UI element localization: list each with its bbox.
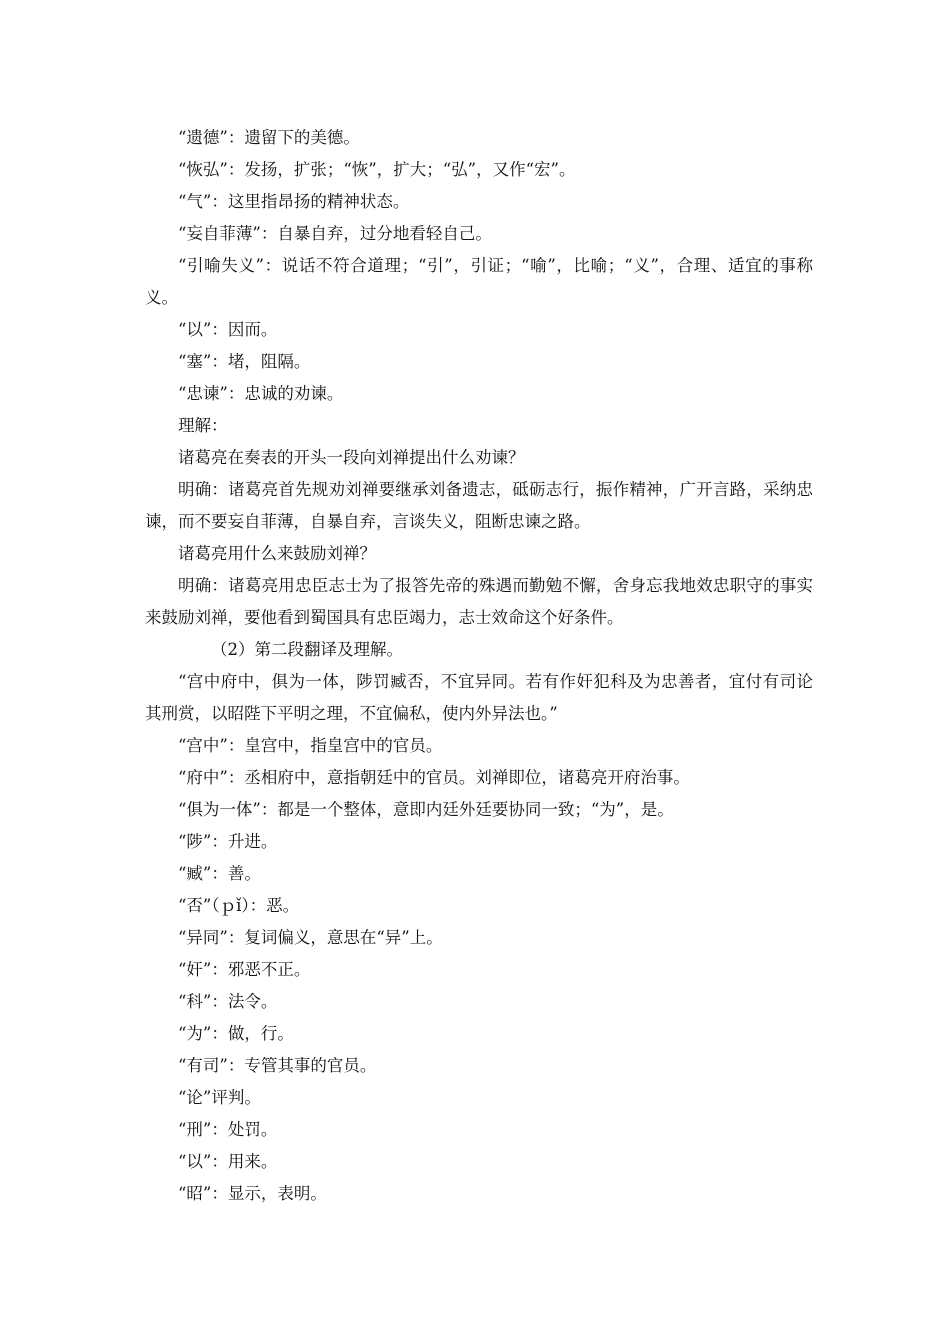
paragraph: “异同”：复词偏义，意思在“异”上。 [178,928,443,947]
quoted-passage: “宫中府中，俱为一体，陟罚臧否，不宜异同。若有作奸犯科及为忠善者，宜付有司论其刑赏，以昭陛下平明之理，不宜偏私，使内外异法也。” [145,672,813,723]
paragraph: “昭”：显示，表明。 [178,1184,327,1203]
paragraph: “论”评判。 [178,1088,261,1107]
section-heading: （2）第二段翻译及理解。 [211,640,403,659]
paragraph: “塞”：堵，阻隔。 [178,352,311,371]
paragraph: “臧”：善。 [178,864,261,883]
paragraph: “以”：用来。 [178,1152,278,1171]
paragraph: “为”：做，行。 [178,1024,294,1043]
answer: 明确：诸葛亮首先规劝刘禅要继承刘备遗志，砥砺志行，振作精神，广开言路，采纳忠谏，而不要妄自菲薄，自暴自弃，言谈失义，阻断忠谏之路。 [145,480,813,531]
paragraph: “否”（ｐǐ）：恶。 [178,896,300,915]
paragraph: “恢弘”：发扬，扩张；“恢”，扩大；“弘”，又作“宏”。 [178,160,576,179]
paragraph: “宫中”：皇宫中，指皇宫中的官员。 [178,736,443,755]
paragraph: “忠谏”：忠诚的劝谏。 [178,384,344,403]
paragraph: “以”：因而。 [178,320,278,339]
section-heading: 理解： [178,416,228,435]
question: 诸葛亮在奏表的开头一段向刘禅提出什么劝谏？ [178,448,525,467]
paragraph: “气”：这里指昂扬的精神状态。 [178,192,410,211]
paragraph: “遗德”：遗留下的美德。 [178,128,360,147]
paragraph: “奸”：邪恶不正。 [178,960,311,979]
paragraph: “陟”：升进。 [178,832,278,851]
paragraph: “妄自菲薄”：自暴自弃，过分地看轻自己。 [178,224,492,243]
paragraph: “府中”：丞相府中，意指朝廷中的官员。刘禅即位，诸葛亮开府治事。 [178,768,690,787]
paragraph: “刑”：处罚。 [178,1120,278,1139]
question: 诸葛亮用什么来鼓励刘禅？ [178,544,376,563]
paragraph: “有司”：专管其事的官员。 [178,1056,377,1075]
paragraph: “引喻失义”：说话不符合道理；“引”，引证；“喻”，比喻；“义”，合理、适宜的事称义。 [145,256,813,307]
answer: 明确：诸葛亮用忠臣志士为了报答先帝的殊遇而勤勉不懈，舍身忘我地效忠职守的事实来鼓励刘禅，要他看到蜀国具有忠臣竭力，志士效命这个好条件。 [145,576,813,627]
document-body [145,122,813,1210]
paragraph: “科”：法令。 [178,992,278,1011]
paragraph: “俱为一体”：都是一个整体，意即内廷外廷要协同一致；“为”，是。 [178,800,674,819]
